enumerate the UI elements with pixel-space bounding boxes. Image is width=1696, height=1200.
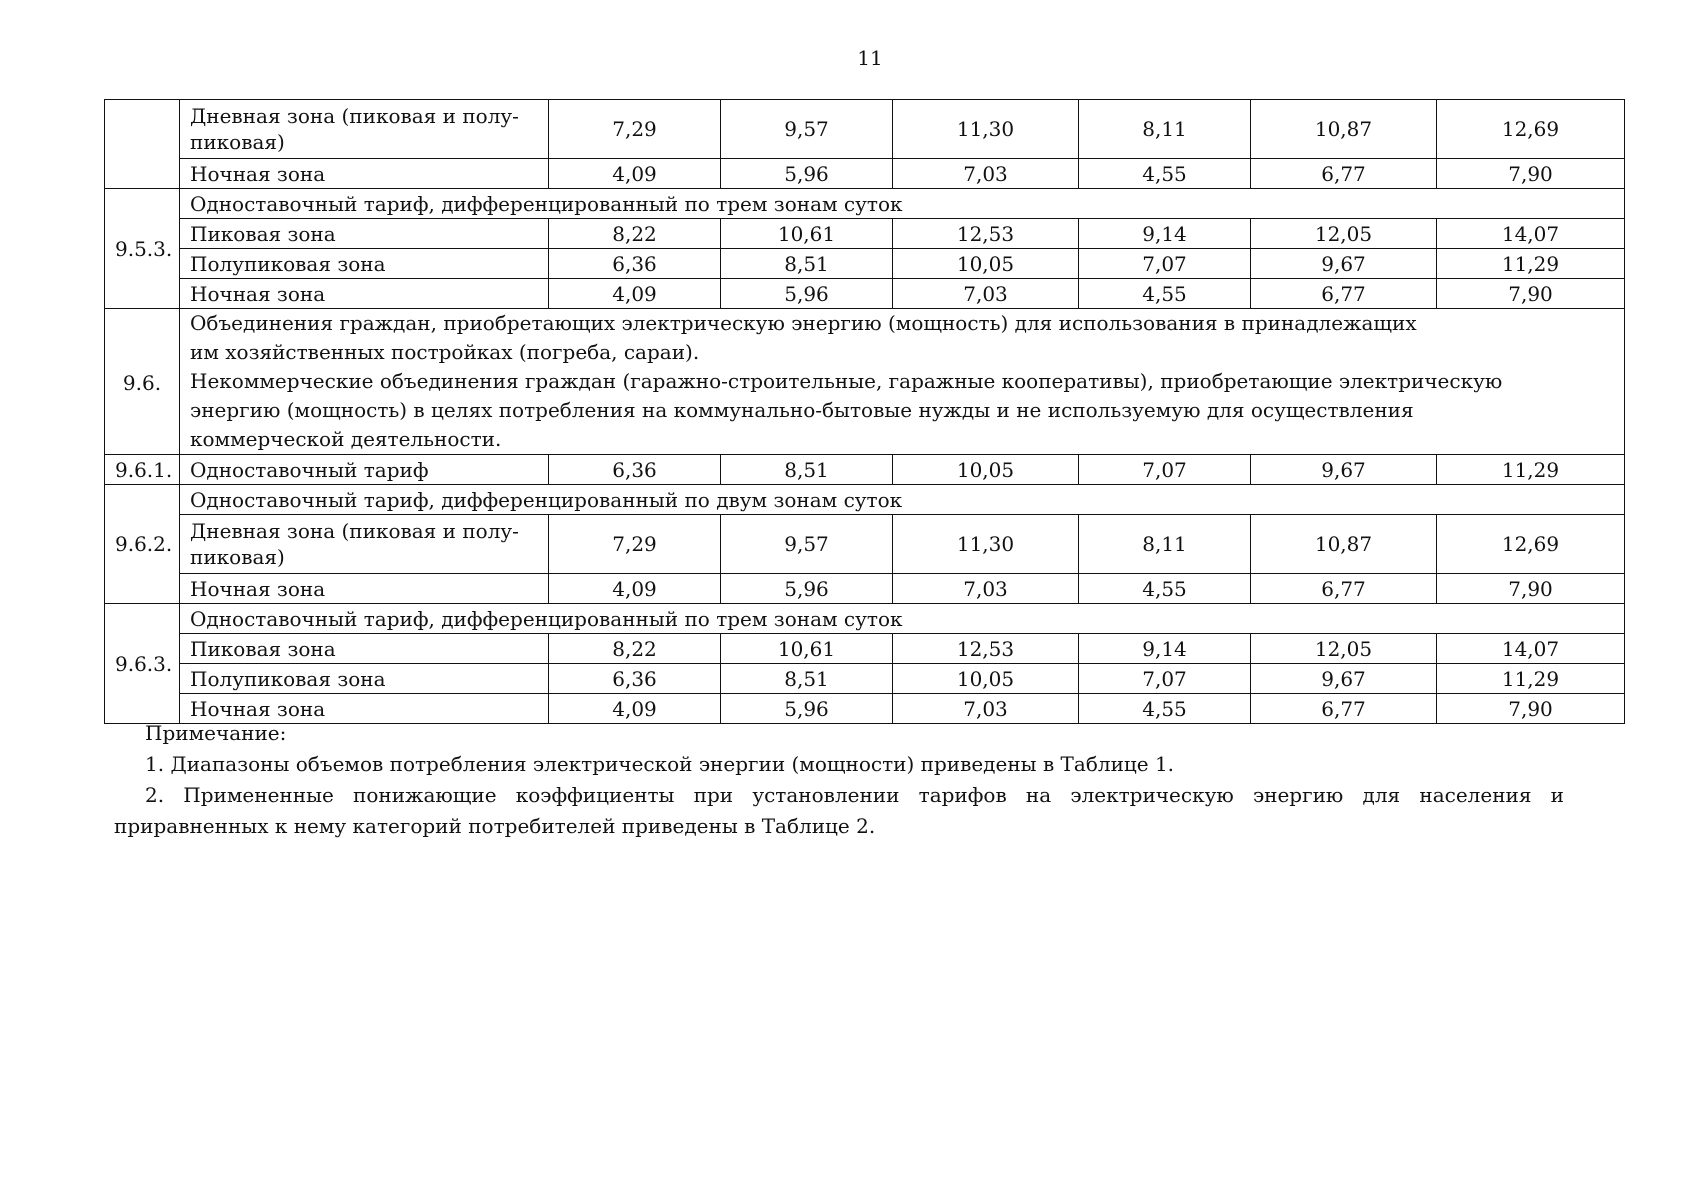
row-code: 9.6.3. [105,604,180,724]
table-cell: 11,29 [1437,455,1625,485]
table-cell: 7,07 [1079,249,1251,279]
table-cell: 7,90 [1437,159,1625,189]
row-code: 9.6.1. [105,455,180,485]
table-cell: 10,61 [721,634,893,664]
note-item: 1. Диапазоны объемов потребления электрической энергии (мощности) приведены в Таблице 1. [145,752,1175,776]
table-cell: 7,90 [1437,279,1625,309]
table-cell: 9,57 [721,100,893,159]
table-row [105,159,1625,189]
row-code: 9.6.2. [105,485,180,604]
row-label: Ночная зона [180,279,549,309]
table-cell: 10,61 [721,219,893,249]
row-label: Одноставочный тариф [180,455,549,485]
table-cell: 4,55 [1079,279,1251,309]
row-label: Дневная зона (пиковая и полу-пиковая) [180,515,549,574]
table-cell: 4,55 [1079,694,1251,724]
table-cell: 8,51 [721,455,893,485]
table-row [105,634,1625,664]
table-cell: 4,09 [549,574,721,604]
table-cell: 8,22 [549,219,721,249]
table-cell: 9,14 [1079,219,1251,249]
table-cell: 9,67 [1251,249,1437,279]
notes [114,718,1564,842]
table-cell: 7,03 [893,574,1079,604]
row-label: Дневная зона (пиковая и полу-пиковая) [180,100,549,159]
table-row [105,574,1625,604]
row-label: Пиковая зона [180,634,549,664]
table-cell: 4,55 [1079,159,1251,189]
row-label: Ночная зона [180,574,549,604]
table-cell: 4,09 [549,279,721,309]
table-cell: 7,29 [549,100,721,159]
table-cell: 7,90 [1437,574,1625,604]
table-row [105,279,1625,309]
description-line: Объединения граждан, приобретающих электрическую энергию (мощность) для использования в принадлежащих им хозяйственных постройках (погреба, сараи). [190,311,1417,364]
table-row [105,664,1625,694]
table-cell: 9,14 [1079,634,1251,664]
table-cell: 8,11 [1079,100,1251,159]
table-cell: 5,96 [721,159,893,189]
table-row [105,455,1625,485]
row-code: 9.6. [105,309,180,455]
table-cell: 7,07 [1079,455,1251,485]
section-description [180,309,1625,455]
table-cell: 5,96 [721,694,893,724]
note-item: 2. Примененные понижающие коэффициенты при установлении тарифов на электрическую энергию для населения и приравненных к нему категорий потребителей приведены в Таблице 2. [114,783,1564,838]
table-cell: 6,36 [549,664,721,694]
table-cell: 8,51 [721,664,893,694]
group-heading: Одноставочный тариф, дифференцированный по трем зонам суток [180,189,1625,219]
table-cell: 12,05 [1251,219,1437,249]
table-cell: 14,07 [1437,219,1625,249]
table-cell: 4,09 [549,159,721,189]
table-cell: 9,67 [1251,455,1437,485]
table-cell: 6,36 [549,455,721,485]
table-cell: 6,77 [1251,279,1437,309]
table-cell: 9,57 [721,515,893,574]
row-code [105,100,180,189]
table-cell: 10,05 [893,664,1079,694]
row-label: Ночная зона [180,159,549,189]
row-label: Пиковая зона [180,219,549,249]
tariff-table [104,99,1625,724]
table-cell: 10,05 [893,249,1079,279]
table-cell: 7,03 [893,694,1079,724]
table-cell: 6,36 [549,249,721,279]
table-cell: 6,77 [1251,159,1437,189]
row-code: 9.5.3. [105,189,180,309]
table-row [105,219,1625,249]
group-heading: Одноставочный тариф, дифференцированный по двум зонам суток [180,485,1625,515]
page-number: 11 [857,46,883,70]
table-cell: 14,07 [1437,634,1625,664]
table-row [105,485,1625,515]
table-cell: 10,05 [893,455,1079,485]
table-cell: 7,03 [893,279,1079,309]
table-cell: 12,69 [1437,100,1625,159]
table-cell: 12,05 [1251,634,1437,664]
table-cell: 12,53 [893,219,1079,249]
table-cell: 12,69 [1437,515,1625,574]
table-cell: 4,55 [1079,574,1251,604]
table-cell: 6,77 [1251,694,1437,724]
table-cell: 8,11 [1079,515,1251,574]
table-row [105,515,1625,574]
table-cell: 10,87 [1251,100,1437,159]
table-cell: 8,51 [721,249,893,279]
table-cell: 11,29 [1437,664,1625,694]
row-label: Ночная зона [180,694,549,724]
table-row [105,309,1625,455]
table-cell: 9,67 [1251,664,1437,694]
notes-title: Примечание: [145,721,287,745]
group-heading: Одноставочный тариф, дифференцированный по трем зонам суток [180,604,1625,634]
table-row [105,100,1625,159]
table-cell: 5,96 [721,279,893,309]
table-cell: 10,87 [1251,515,1437,574]
table-row [105,249,1625,279]
table-cell: 5,96 [721,574,893,604]
table-row [105,604,1625,634]
table-row [105,189,1625,219]
table-cell: 6,77 [1251,574,1437,604]
description-line: Некоммерческие объединения граждан (гаражно-строительные, гаражные кооперативы), приобретающие электрическую энергию (мощность) в целях потребления на коммунально-бытовые нужды и не используемую для осуществления коммерческой деятельности. [190,369,1503,451]
table-cell: 11,30 [893,515,1079,574]
table-cell: 7,03 [893,159,1079,189]
table-cell: 7,90 [1437,694,1625,724]
table-cell: 4,09 [549,694,721,724]
table-cell: 11,29 [1437,249,1625,279]
table-cell: 7,07 [1079,664,1251,694]
table-cell: 12,53 [893,634,1079,664]
table-cell: 8,22 [549,634,721,664]
row-label: Полупиковая зона [180,249,549,279]
row-label: Полупиковая зона [180,664,549,694]
table-cell: 11,30 [893,100,1079,159]
table-cell: 7,29 [549,515,721,574]
